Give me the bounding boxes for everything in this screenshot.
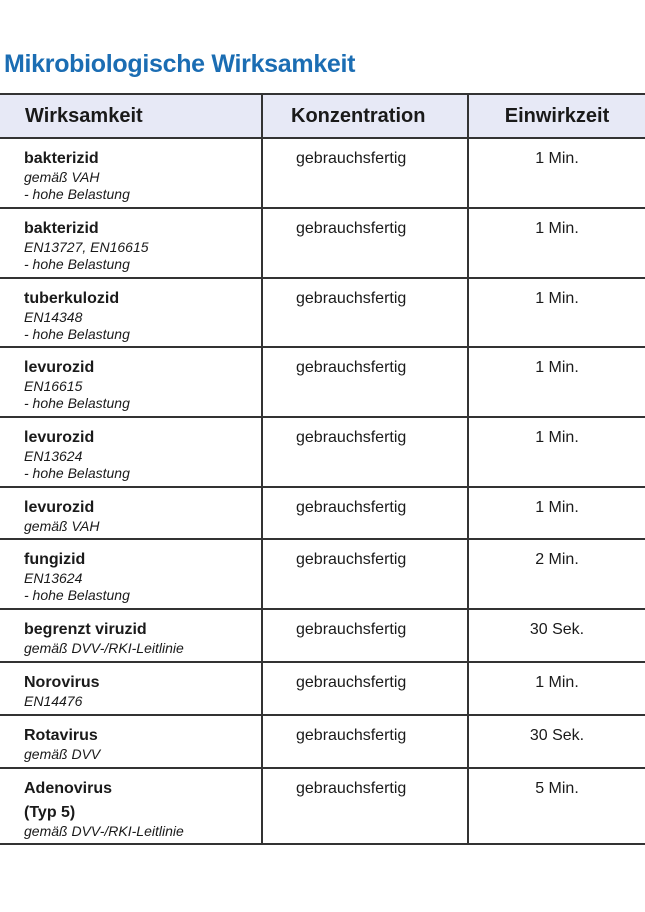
efficacy-standard: - hohe Belastung xyxy=(24,256,130,272)
header-konzentration: Konzentration xyxy=(262,94,468,138)
table-row xyxy=(0,278,645,347)
cell-einwirkzeit: 1 Min. xyxy=(468,662,645,715)
table-row xyxy=(0,662,645,715)
cell-konzentration: gebrauchsfertig xyxy=(262,487,468,539)
cell-konzentration: gebrauchsfertig xyxy=(262,539,468,609)
cell-konzentration: gebrauchsfertig xyxy=(262,768,468,844)
cell-konzentration: gebrauchsfertig xyxy=(262,347,468,417)
cell-einwirkzeit: 30 Sek. xyxy=(468,715,645,768)
efficacy-name: tuberkulozid xyxy=(24,290,120,307)
table-row xyxy=(0,417,645,487)
efficacy-standard: - hohe Belastung xyxy=(24,465,130,481)
cell-einwirkzeit: 30 Sek. xyxy=(468,609,645,662)
cell-wirksamkeit xyxy=(0,417,262,487)
efficacy-name: Norovirus xyxy=(24,674,100,691)
cell-wirksamkeit xyxy=(0,487,262,539)
header-einwirkzeit: Einwirkzeit xyxy=(468,94,645,138)
efficacy-name: Adenovirus xyxy=(24,780,113,797)
table-row xyxy=(0,715,645,768)
page-title: Mikrobiologische Wirksamkeit xyxy=(4,50,356,78)
cell-einwirkzeit: 5 Min. xyxy=(468,768,645,844)
efficacy-name: levurozid xyxy=(24,499,95,516)
efficacy-standard: EN14348 xyxy=(24,309,83,325)
efficacy-name: levurozid xyxy=(24,429,95,446)
cell-einwirkzeit: 1 Min. xyxy=(468,208,645,278)
table-row xyxy=(0,487,645,539)
efficacy-standard: EN13727, EN16615 xyxy=(24,239,149,255)
efficacy-standard: - hohe Belastung xyxy=(24,326,130,342)
cell-einwirkzeit: 1 Min. xyxy=(468,278,645,347)
cell-wirksamkeit xyxy=(0,768,262,844)
cell-wirksamkeit xyxy=(0,539,262,609)
efficacy-standard: gemäß DVV-/RKI-Leitlinie xyxy=(24,640,184,656)
efficacy-name: begrenzt viruzid xyxy=(24,621,147,638)
efficacy-standard: - hohe Belastung xyxy=(24,186,130,202)
cell-einwirkzeit: 1 Min. xyxy=(468,347,645,417)
efficacy-standard: gemäß VAH xyxy=(24,169,100,185)
cell-konzentration: gebrauchsfertig xyxy=(262,417,468,487)
cell-konzentration: gebrauchsfertig xyxy=(262,278,468,347)
table-row xyxy=(0,208,645,278)
cell-wirksamkeit xyxy=(0,278,262,347)
cell-konzentration: gebrauchsfertig xyxy=(262,662,468,715)
table-row xyxy=(0,768,645,844)
cell-wirksamkeit xyxy=(0,208,262,278)
cell-konzentration: gebrauchsfertig xyxy=(262,138,468,208)
cell-einwirkzeit: 1 Min. xyxy=(468,417,645,487)
cell-konzentration: gebrauchsfertig xyxy=(262,208,468,278)
efficacy-standard: - hohe Belastung xyxy=(24,587,130,603)
cell-konzentration: gebrauchsfertig xyxy=(262,609,468,662)
efficacy-standard: - hohe Belastung xyxy=(24,395,130,411)
cell-einwirkzeit: 2 Min. xyxy=(468,539,645,609)
efficacy-name: fungizid xyxy=(24,551,86,568)
efficacy-standard: EN13624 xyxy=(24,448,83,464)
table-row xyxy=(0,609,645,662)
efficacy-name-detail: (Typ 5) xyxy=(24,804,76,821)
table-header xyxy=(0,94,645,138)
efficacy-name: bakterizid xyxy=(24,220,99,237)
efficacy-name: levurozid xyxy=(24,359,95,376)
efficacy-standard: gemäß DVV xyxy=(24,746,101,762)
header-wirksamkeit: Wirksamkeit xyxy=(0,94,262,138)
table-row xyxy=(0,347,645,417)
efficacy-name: bakterizid xyxy=(24,150,99,167)
cell-wirksamkeit xyxy=(0,609,262,662)
efficacy-name: Rotavirus xyxy=(24,727,98,744)
cell-wirksamkeit xyxy=(0,662,262,715)
efficacy-standard: EN16615 xyxy=(24,378,83,394)
cell-einwirkzeit: 1 Min. xyxy=(468,138,645,208)
cell-wirksamkeit xyxy=(0,715,262,768)
cell-einwirkzeit: 1 Min. xyxy=(468,487,645,539)
cell-konzentration: gebrauchsfertig xyxy=(262,715,468,768)
efficacy-standard: gemäß VAH xyxy=(24,518,100,534)
cell-wirksamkeit xyxy=(0,138,262,208)
efficacy-standard: EN14476 xyxy=(24,693,83,709)
table-row xyxy=(0,138,645,208)
efficacy-table xyxy=(0,93,645,845)
efficacy-standard: EN13624 xyxy=(24,570,83,586)
table-row xyxy=(0,539,645,609)
efficacy-standard: gemäß DVV-/RKI-Leitlinie xyxy=(24,823,184,839)
cell-wirksamkeit xyxy=(0,347,262,417)
